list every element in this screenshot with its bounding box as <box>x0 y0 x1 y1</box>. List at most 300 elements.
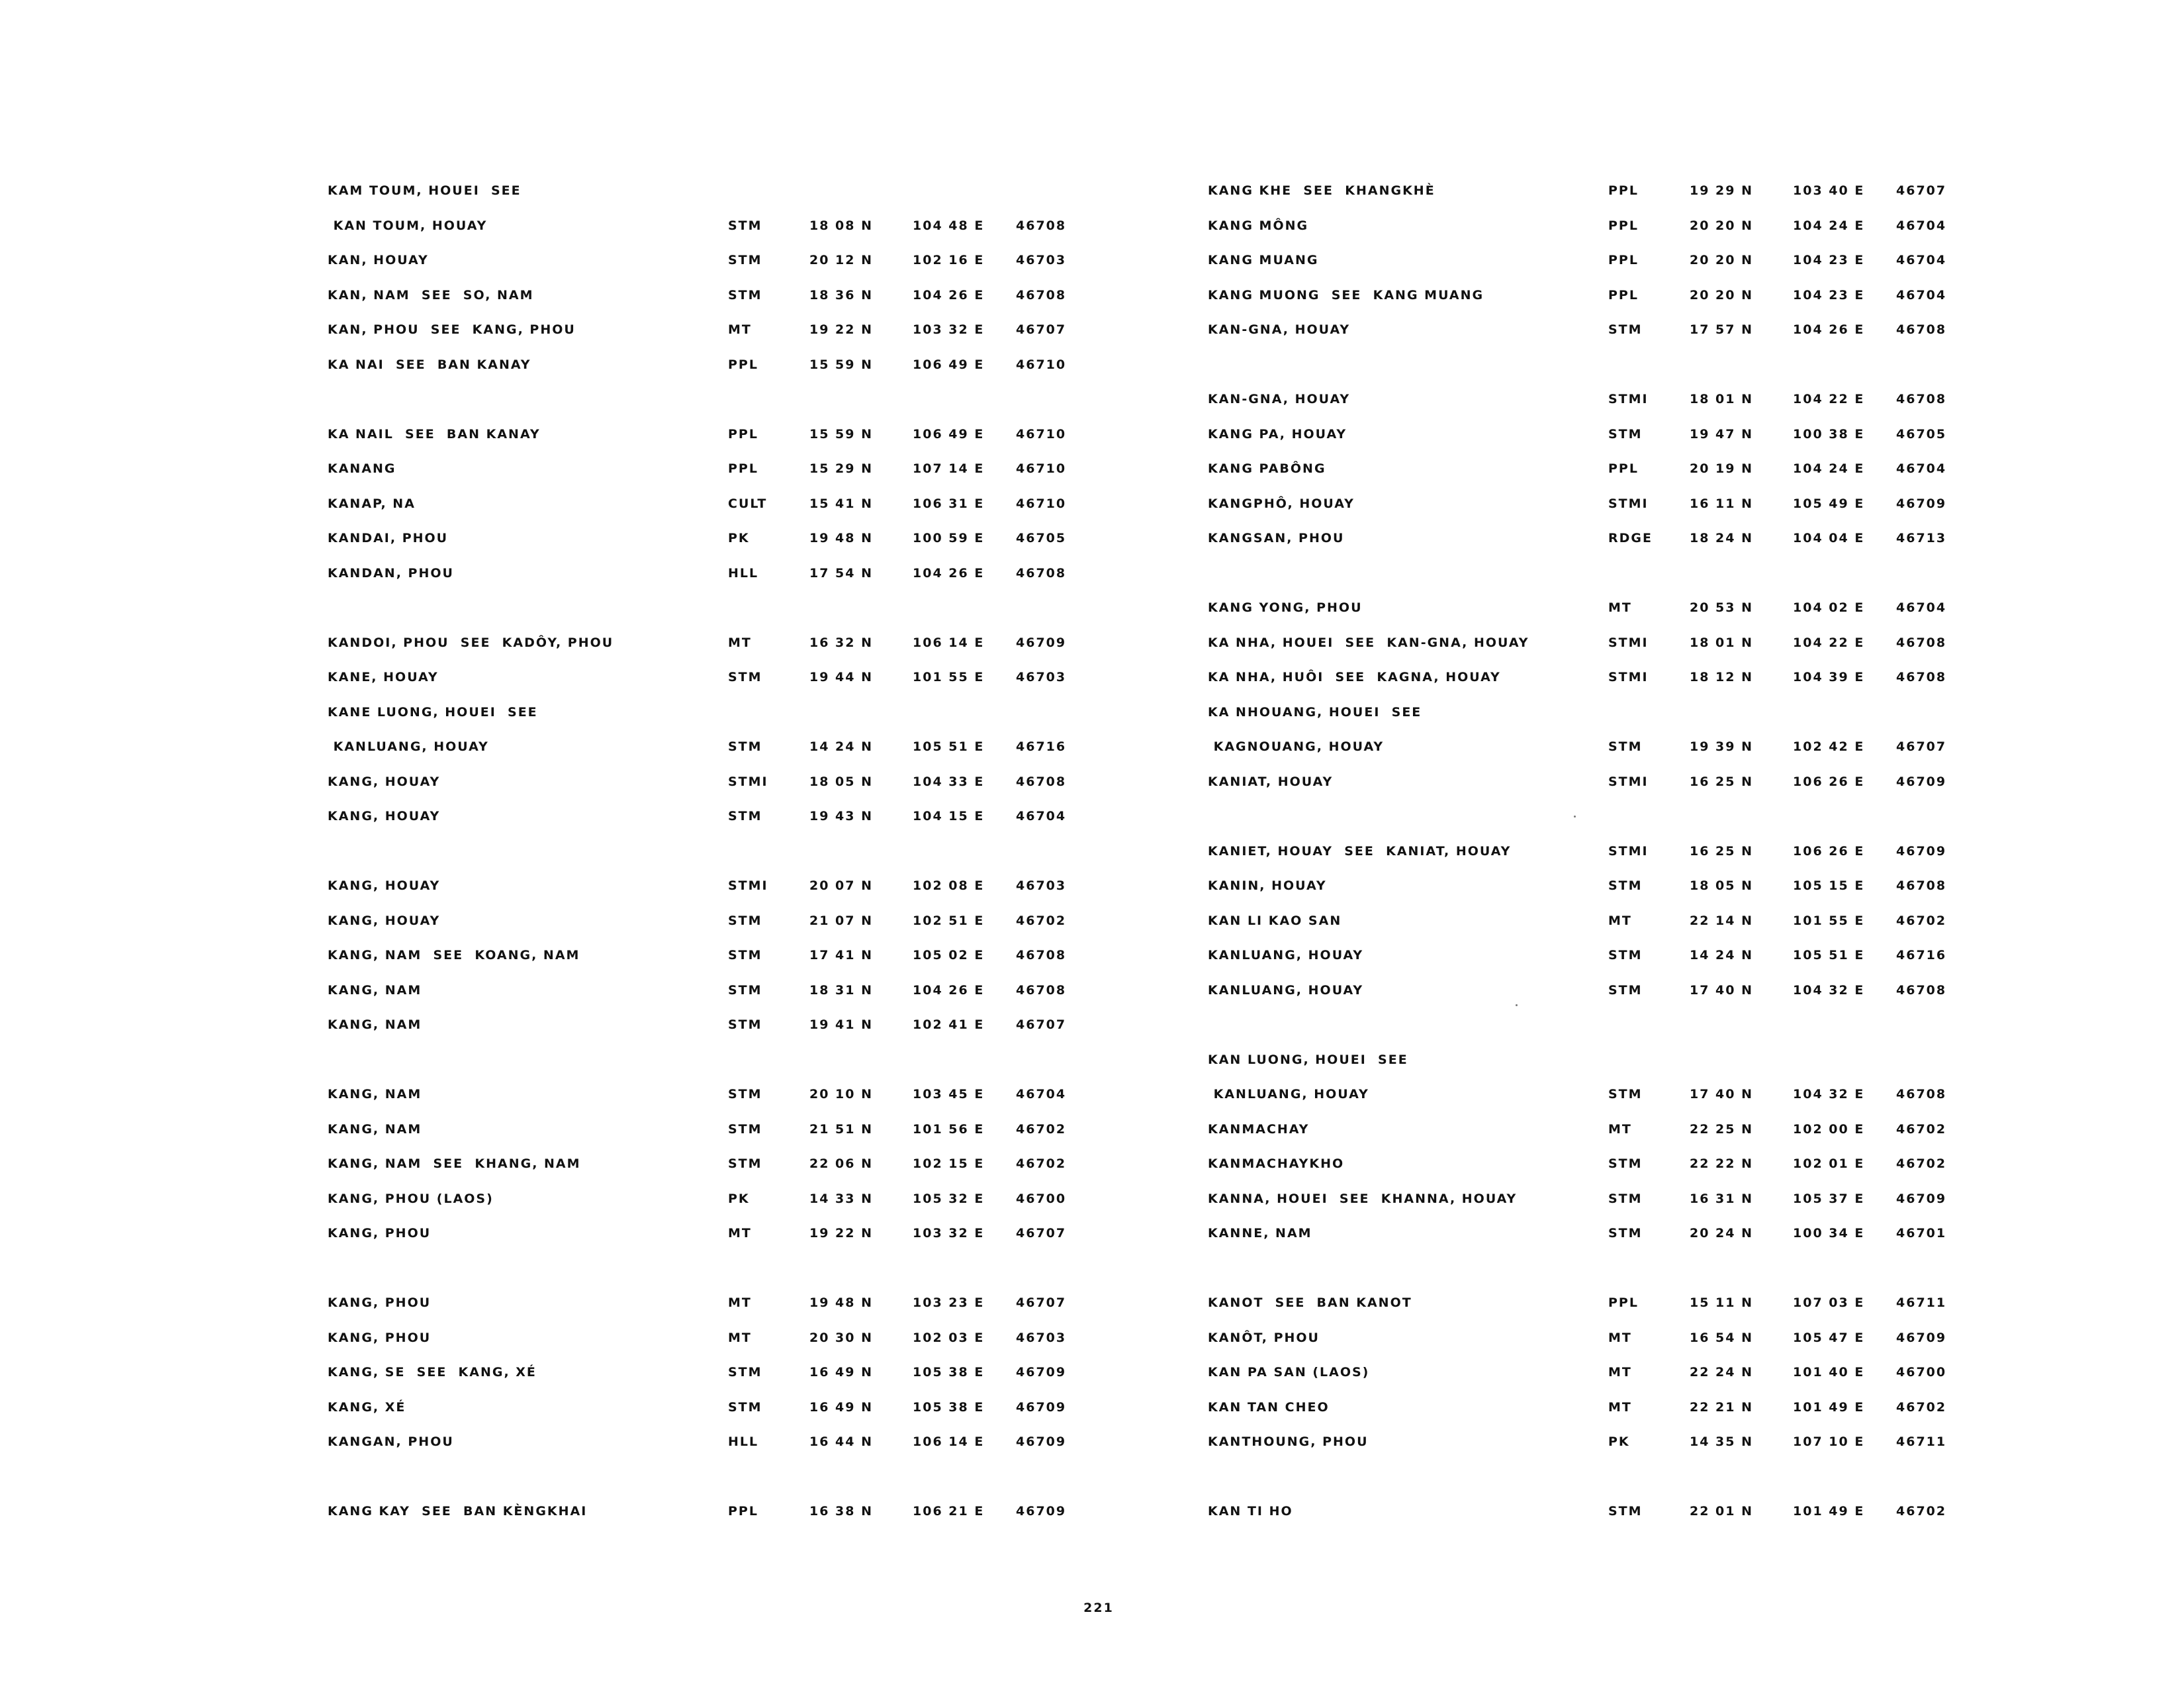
latitude: 18 01 N <box>1690 635 1754 650</box>
longitude: 102 15 E <box>913 1156 985 1171</box>
latitude: 17 40 N <box>1690 982 1754 998</box>
latitude: 15 29 N <box>809 461 874 476</box>
latitude: 16 25 N <box>1690 843 1754 859</box>
map-reference: 46710 <box>1016 426 1067 442</box>
feature-code: STMI <box>1608 843 1649 859</box>
latitude: 15 11 N <box>1690 1295 1754 1310</box>
feature-code: STM <box>728 1017 762 1032</box>
longitude: 106 49 E <box>913 426 985 442</box>
latitude: 16 32 N <box>809 635 874 650</box>
latitude: 15 59 N <box>809 357 874 372</box>
map-reference: 46709 <box>1896 774 1947 789</box>
latitude: 20 10 N <box>809 1087 874 1102</box>
longitude: 104 24 E <box>1793 461 1865 476</box>
entry-name: KANGAN, PHOU <box>328 1434 454 1449</box>
feature-code: MT <box>1608 600 1632 615</box>
longitude: 104 23 E <box>1793 287 1865 303</box>
latitude: 22 14 N <box>1690 913 1754 928</box>
map-reference: 46709 <box>1016 635 1067 650</box>
longitude: 105 37 E <box>1793 1191 1865 1206</box>
map-reference: 46702 <box>1016 913 1067 928</box>
feature-code: PPL <box>728 357 758 372</box>
latitude: 21 07 N <box>809 913 874 928</box>
entry-name: KANG MUANG <box>1208 253 1319 267</box>
feature-code: HLL <box>728 565 759 581</box>
longitude: 102 51 E <box>913 913 985 928</box>
map-reference: 46711 <box>1896 1434 1947 1449</box>
longitude: 104 33 E <box>913 774 985 789</box>
longitude: 106 26 E <box>1793 843 1865 859</box>
longitude: 106 14 E <box>913 1434 985 1449</box>
feature-code: STMI <box>1608 392 1649 406</box>
longitude: 105 15 E <box>1793 878 1865 893</box>
longitude: 103 32 E <box>913 322 985 337</box>
feature-code: STM <box>728 809 762 823</box>
feature-code: STM <box>1608 1504 1643 1519</box>
longitude: 104 04 E <box>1793 531 1865 545</box>
map-reference: 46704 <box>1016 809 1067 823</box>
entry-name: KANG, NAM SEE KOANG, NAM <box>328 948 580 962</box>
latitude: 20 24 N <box>1690 1226 1754 1241</box>
map-reference: 46703 <box>1016 670 1067 684</box>
longitude: 105 47 E <box>1793 1330 1865 1345</box>
latitude: 16 31 N <box>1690 1191 1754 1206</box>
entry-name: KANNE, NAM <box>1208 1226 1312 1241</box>
map-reference: 46710 <box>1016 461 1067 476</box>
latitude: 17 57 N <box>1690 322 1754 337</box>
entry-name: KANMACHAY <box>1208 1121 1310 1137</box>
latitude: 18 01 N <box>1690 392 1754 406</box>
entry-name: KANG, XÉ <box>328 1399 406 1415</box>
scan-speck <box>1516 1004 1518 1006</box>
latitude: 19 29 N <box>1690 183 1754 198</box>
longitude: 107 14 E <box>913 461 985 476</box>
map-reference: 46709 <box>1896 1191 1947 1206</box>
latitude: 20 30 N <box>809 1330 874 1345</box>
longitude: 102 42 E <box>1793 739 1865 754</box>
latitude: 18 05 N <box>809 774 874 789</box>
page-number: 221 <box>1083 1601 1114 1615</box>
latitude: 22 25 N <box>1690 1121 1754 1137</box>
feature-code: HLL <box>728 1434 759 1449</box>
map-reference: 46703 <box>1016 253 1067 267</box>
longitude: 100 38 E <box>1793 426 1865 442</box>
latitude: 18 36 N <box>809 287 874 303</box>
entry-name: KANOT SEE BAN KANOT <box>1208 1295 1412 1310</box>
entry-name: KANÔT, PHOU <box>1208 1330 1320 1345</box>
feature-code: STMI <box>1608 635 1649 650</box>
longitude: 102 41 E <box>913 1017 985 1032</box>
longitude: 107 10 E <box>1793 1434 1865 1449</box>
entry-name: KANE, HOUAY <box>328 670 439 684</box>
latitude: 17 54 N <box>809 565 874 581</box>
map-reference: 46708 <box>1016 218 1067 233</box>
latitude: 22 22 N <box>1690 1156 1754 1171</box>
feature-code: PPL <box>728 461 758 476</box>
map-reference: 46707 <box>1016 1295 1067 1310</box>
entry-name: KAN-GNA, HOUAY <box>1208 322 1351 337</box>
longitude: 101 49 E <box>1793 1504 1865 1519</box>
feature-code: STM <box>728 253 762 267</box>
map-reference: 46704 <box>1016 1087 1067 1102</box>
entry-name: KANIN, HOUAY <box>1208 878 1327 893</box>
feature-code: STM <box>1608 878 1643 893</box>
feature-code: PPL <box>1608 253 1639 267</box>
entry-name: KAN, NAM SEE SO, NAM <box>328 287 534 303</box>
feature-code: PPL <box>728 1504 758 1519</box>
map-reference: 46702 <box>1896 1156 1947 1171</box>
longitude: 106 49 E <box>913 357 985 372</box>
entry-name: KANLUANG, HOUAY <box>1208 1087 1369 1102</box>
latitude: 19 39 N <box>1690 739 1754 754</box>
longitude: 101 55 E <box>913 670 985 684</box>
longitude: 104 26 E <box>913 565 985 581</box>
longitude: 102 08 E <box>913 878 985 893</box>
entry-name: KAN, HOUAY <box>328 253 429 267</box>
map-reference: 46705 <box>1016 531 1067 545</box>
longitude: 102 16 E <box>913 253 985 267</box>
feature-code: PK <box>728 1191 750 1206</box>
entry-name: KA NHA, HOUEI SEE KAN-GNA, HOUAY <box>1208 635 1529 650</box>
longitude: 104 26 E <box>913 287 985 303</box>
feature-code: MT <box>728 1295 752 1310</box>
latitude: 16 44 N <box>809 1434 874 1449</box>
entry-name: KAM TOUM, HOUEI SEE <box>328 183 522 198</box>
latitude: 19 48 N <box>809 531 874 545</box>
longitude: 100 59 E <box>913 531 985 545</box>
longitude: 103 40 E <box>1793 183 1865 198</box>
map-reference: 46704 <box>1896 461 1947 476</box>
entry-name: KANLUANG, HOUAY <box>1208 948 1364 962</box>
longitude: 102 00 E <box>1793 1121 1865 1137</box>
feature-code: PPL <box>1608 287 1639 303</box>
feature-code: STMI <box>728 774 768 789</box>
feature-code: MT <box>1608 1399 1632 1415</box>
map-reference: 46707 <box>1016 1017 1067 1032</box>
map-reference: 46709 <box>1016 1504 1067 1519</box>
feature-code: MT <box>1608 913 1632 928</box>
latitude: 20 20 N <box>1690 218 1754 233</box>
feature-code: STM <box>728 913 762 928</box>
map-reference: 46703 <box>1016 1330 1067 1345</box>
entry-name: KANG, NAM SEE KHANG, NAM <box>328 1156 581 1171</box>
entry-name: KANG, PHOU (LAOS) <box>328 1191 494 1206</box>
feature-code: STM <box>1608 982 1643 998</box>
entry-name: KANG, SE SEE KANG, XÉ <box>328 1365 537 1380</box>
latitude: 22 06 N <box>809 1156 874 1171</box>
entry-name: KANG, NAM <box>328 1121 422 1137</box>
map-reference: 46709 <box>1016 1434 1067 1449</box>
map-reference: 46707 <box>1896 739 1947 754</box>
latitude: 15 41 N <box>809 496 874 511</box>
longitude: 100 34 E <box>1793 1226 1865 1241</box>
map-reference: 46705 <box>1896 426 1947 442</box>
entry-name: KANG KAY SEE BAN KÈNGKHAI <box>328 1504 588 1519</box>
latitude: 17 40 N <box>1690 1087 1754 1102</box>
longitude: 105 51 E <box>1793 948 1865 962</box>
map-reference: 46709 <box>1896 496 1947 511</box>
longitude: 101 49 E <box>1793 1399 1865 1415</box>
latitude: 14 35 N <box>1690 1434 1754 1449</box>
latitude: 22 21 N <box>1690 1399 1754 1415</box>
longitude: 106 31 E <box>913 496 985 511</box>
map-reference: 46707 <box>1016 322 1067 337</box>
entry-name: KANIET, HOUAY SEE KANIAT, HOUAY <box>1208 843 1512 859</box>
feature-code: STM <box>728 982 762 998</box>
entry-name: KANNA, HOUEI SEE KHANNA, HOUAY <box>1208 1191 1518 1206</box>
entry-name: KANG, HOUAY <box>328 913 441 928</box>
map-reference: 46707 <box>1896 183 1947 198</box>
longitude: 103 32 E <box>913 1226 985 1241</box>
map-reference: 46708 <box>1896 392 1947 406</box>
entry-name: KANG MÔNG <box>1208 218 1309 233</box>
map-reference: 46710 <box>1016 496 1067 511</box>
latitude: 15 59 N <box>809 426 874 442</box>
longitude: 104 23 E <box>1793 253 1865 267</box>
feature-code: STM <box>728 218 762 233</box>
map-reference: 46702 <box>1896 1399 1947 1415</box>
latitude: 19 47 N <box>1690 426 1754 442</box>
latitude: 22 24 N <box>1690 1365 1754 1380</box>
entry-name: KAN TI HO <box>1208 1504 1293 1519</box>
map-reference: 46711 <box>1896 1295 1947 1310</box>
latitude: 20 20 N <box>1690 253 1754 267</box>
latitude: 19 44 N <box>809 670 874 684</box>
entry-name: KANG PA, HOUAY <box>1208 426 1347 442</box>
latitude: 17 41 N <box>809 948 874 962</box>
feature-code: STM <box>728 1156 762 1171</box>
feature-code: MT <box>728 322 752 337</box>
longitude: 105 49 E <box>1793 496 1865 511</box>
entry-name: KAN LI KAO SAN <box>1208 913 1342 928</box>
longitude: 104 32 E <box>1793 1087 1865 1102</box>
entry-name: KA NHOUANG, HOUEI SEE <box>1208 704 1422 720</box>
entry-name: KANG KHE SEE KHANGKHÈ <box>1208 183 1435 198</box>
feature-code: STM <box>728 670 762 684</box>
map-reference: 46708 <box>1016 774 1067 789</box>
latitude: 16 49 N <box>809 1399 874 1415</box>
entry-name: KANG, PHOU <box>328 1226 432 1241</box>
feature-code: MT <box>1608 1330 1632 1345</box>
entry-name: KANGPHÔ, HOUAY <box>1208 496 1355 511</box>
map-reference: 46709 <box>1016 1365 1067 1380</box>
feature-code: MT <box>1608 1365 1632 1380</box>
entry-name: KANANG <box>328 461 396 476</box>
latitude: 18 08 N <box>809 218 874 233</box>
latitude: 14 24 N <box>1690 948 1754 962</box>
map-reference: 46709 <box>1896 1330 1947 1345</box>
feature-code: STM <box>728 1399 762 1415</box>
map-reference: 46708 <box>1896 670 1947 684</box>
map-reference: 46704 <box>1896 253 1947 267</box>
latitude: 16 49 N <box>809 1365 874 1380</box>
entry-name: KANE LUONG, HOUEI SEE <box>328 704 538 720</box>
feature-code: STM <box>728 739 762 754</box>
longitude: 104 24 E <box>1793 218 1865 233</box>
map-reference: 46708 <box>1896 1087 1947 1102</box>
feature-code: STMI <box>728 878 768 893</box>
scan-speck <box>1574 816 1576 818</box>
map-reference: 46708 <box>1896 982 1947 998</box>
map-reference: 46708 <box>1896 322 1947 337</box>
feature-code: PPL <box>1608 183 1639 198</box>
feature-code: STM <box>728 287 762 303</box>
latitude: 20 07 N <box>809 878 874 893</box>
feature-code: PPL <box>728 426 758 442</box>
longitude: 104 26 E <box>1793 322 1865 337</box>
map-reference: 46702 <box>1016 1121 1067 1137</box>
longitude: 103 45 E <box>913 1087 985 1102</box>
entry-name: KAN PA SAN (LAOS) <box>1208 1365 1370 1380</box>
longitude: 101 40 E <box>1793 1365 1865 1380</box>
latitude: 20 12 N <box>809 253 874 267</box>
entry-name: KANG, HOUAY <box>328 878 441 893</box>
map-reference: 46708 <box>1016 287 1067 303</box>
map-reference: 46703 <box>1016 878 1067 893</box>
longitude: 104 26 E <box>913 982 985 998</box>
longitude: 104 22 E <box>1793 635 1865 650</box>
latitude: 19 41 N <box>809 1017 874 1032</box>
latitude: 14 33 N <box>809 1191 874 1206</box>
entry-name: KANDOI, PHOU SEE KADÔY, PHOU <box>328 635 614 650</box>
longitude: 105 51 E <box>913 739 985 754</box>
feature-code: MT <box>728 1330 752 1345</box>
latitude: 18 05 N <box>1690 878 1754 893</box>
entry-name: KA NHA, HUÔI SEE KAGNA, HOUAY <box>1208 670 1501 684</box>
feature-code: CULT <box>728 496 768 511</box>
longitude: 105 32 E <box>913 1191 985 1206</box>
map-reference: 46700 <box>1896 1365 1947 1380</box>
feature-code: STM <box>1608 426 1643 442</box>
entry-name: KANG, PHOU <box>328 1295 432 1310</box>
latitude: 19 22 N <box>809 322 874 337</box>
entry-name: KANLUANG, HOUAY <box>1208 982 1364 998</box>
map-reference: 46708 <box>1896 878 1947 893</box>
latitude: 20 19 N <box>1690 461 1754 476</box>
longitude: 105 38 E <box>913 1365 985 1380</box>
longitude: 104 32 E <box>1793 982 1865 998</box>
entry-name: KANAP, NA <box>328 496 416 511</box>
entry-name: KANGSAN, PHOU <box>1208 531 1345 545</box>
longitude: 106 14 E <box>913 635 985 650</box>
map-reference: 46702 <box>1896 1121 1947 1137</box>
map-reference: 46704 <box>1896 287 1947 303</box>
feature-code: STM <box>728 1365 762 1380</box>
entry-name: KANG, NAM <box>328 982 422 998</box>
entry-name: KAN TAN CHEO <box>1208 1399 1330 1415</box>
entry-name: KANIAT, HOUAY <box>1208 774 1334 789</box>
map-reference: 46702 <box>1896 913 1947 928</box>
feature-code: PK <box>728 531 750 545</box>
feature-code: STM <box>728 1087 762 1102</box>
latitude: 14 24 N <box>809 739 874 754</box>
latitude: 22 01 N <box>1690 1504 1754 1519</box>
longitude: 102 03 E <box>913 1330 985 1345</box>
latitude: 16 38 N <box>809 1504 874 1519</box>
longitude: 106 26 E <box>1793 774 1865 789</box>
map-reference: 46707 <box>1016 1226 1067 1241</box>
longitude: 101 55 E <box>1793 913 1865 928</box>
entry-name: KANLUANG, HOUAY <box>328 739 489 754</box>
latitude: 20 20 N <box>1690 287 1754 303</box>
entry-name: KANG, NAM <box>328 1087 422 1102</box>
feature-code: STM <box>1608 1191 1643 1206</box>
latitude: 16 25 N <box>1690 774 1754 789</box>
map-reference: 46702 <box>1016 1156 1067 1171</box>
entry-name: KANG YONG, PHOU <box>1208 600 1363 615</box>
feature-code: STM <box>728 948 762 962</box>
entry-name: KANG PABÔNG <box>1208 461 1326 476</box>
entry-name: KANG, PHOU <box>328 1330 432 1345</box>
feature-code: STM <box>1608 322 1643 337</box>
longitude: 106 21 E <box>913 1504 985 1519</box>
feature-code: PPL <box>1608 461 1639 476</box>
latitude: 16 11 N <box>1690 496 1754 511</box>
longitude: 105 38 E <box>913 1399 985 1415</box>
entry-name: KANMACHAYKHO <box>1208 1156 1345 1171</box>
feature-code: RDGE <box>1608 531 1653 545</box>
feature-code: MT <box>728 1226 752 1241</box>
map-reference: 46704 <box>1896 218 1947 233</box>
entry-name: KANG, NAM <box>328 1017 422 1032</box>
entry-name: KA NAIL SEE BAN KANAY <box>328 426 541 442</box>
longitude: 104 48 E <box>913 218 985 233</box>
entry-name: KAGNOUANG, HOUAY <box>1208 739 1385 754</box>
feature-code: STM <box>1608 739 1643 754</box>
feature-code: MT <box>1608 1121 1632 1137</box>
feature-code: STM <box>1608 948 1643 962</box>
entry-name: KANG, HOUAY <box>328 774 441 789</box>
entry-name: KA NAI SEE BAN KANAY <box>328 357 531 372</box>
feature-code: STM <box>1608 1156 1643 1171</box>
latitude: 18 12 N <box>1690 670 1754 684</box>
map-reference: 46704 <box>1896 600 1947 615</box>
entry-name: KAN-GNA, HOUAY <box>1208 392 1351 406</box>
entry-name: KANG, HOUAY <box>328 809 441 823</box>
latitude: 16 54 N <box>1690 1330 1754 1345</box>
map-reference: 46713 <box>1896 531 1947 545</box>
map-reference: 46710 <box>1016 357 1067 372</box>
longitude: 102 01 E <box>1793 1156 1865 1171</box>
entry-name: KAN TOUM, HOUAY <box>328 218 488 233</box>
entry-name: KAN LUONG, HOUEI SEE <box>1208 1052 1408 1067</box>
entry-name: KAN, PHOU SEE KANG, PHOU <box>328 322 576 337</box>
longitude: 104 39 E <box>1793 670 1865 684</box>
longitude: 105 02 E <box>913 948 985 962</box>
map-reference: 46701 <box>1896 1226 1947 1241</box>
longitude: 101 56 E <box>913 1121 985 1137</box>
map-reference: 46716 <box>1896 948 1947 962</box>
longitude: 103 23 E <box>913 1295 985 1310</box>
map-reference: 46708 <box>1016 565 1067 581</box>
map-reference: 46716 <box>1016 739 1067 754</box>
map-reference: 46702 <box>1896 1504 1947 1519</box>
feature-code: PPL <box>1608 218 1639 233</box>
feature-code: PK <box>1608 1434 1630 1449</box>
map-reference: 46709 <box>1016 1399 1067 1415</box>
feature-code: MT <box>728 635 752 650</box>
feature-code: STMI <box>1608 670 1649 684</box>
latitude: 19 48 N <box>809 1295 874 1310</box>
latitude: 20 53 N <box>1690 600 1754 615</box>
entry-name: KANDAN, PHOU <box>328 565 454 581</box>
map-reference: 46700 <box>1016 1191 1067 1206</box>
latitude: 19 43 N <box>809 809 874 823</box>
latitude: 18 31 N <box>809 982 874 998</box>
feature-code: STMI <box>1608 496 1649 511</box>
longitude: 107 03 E <box>1793 1295 1865 1310</box>
feature-code: STM <box>1608 1087 1643 1102</box>
